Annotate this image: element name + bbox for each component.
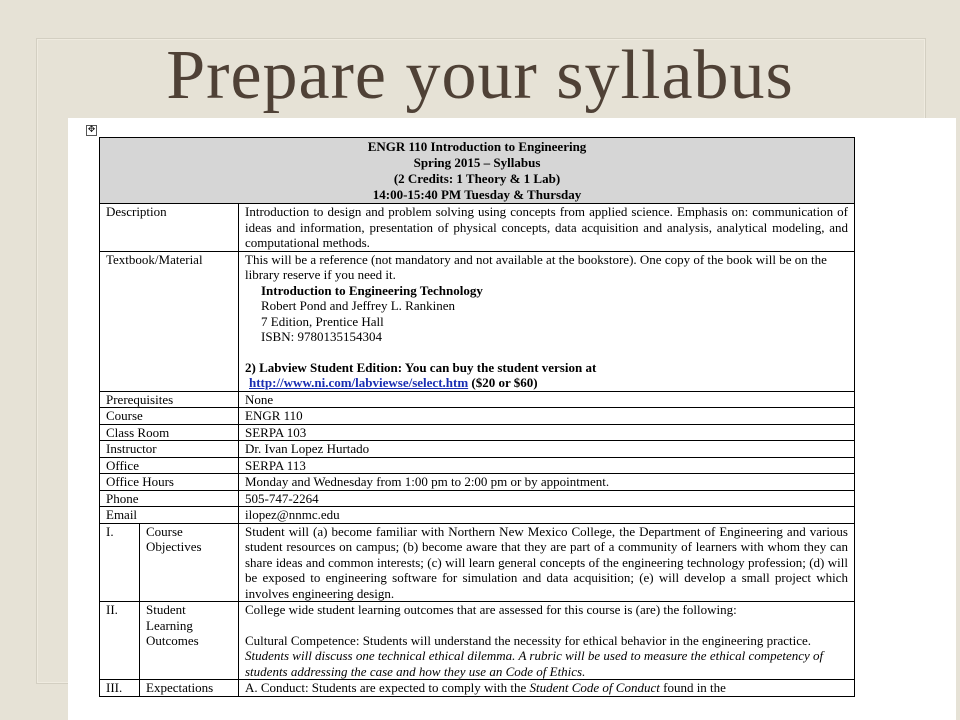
- credits-line: (2 Credits: 1 Theory & 1 Lab): [393, 171, 561, 186]
- description-value: Introduction to design and problem solving using concepts from applied science. Emphasis on: communication of ideas and information, presentation of physical concepts, data acquisition and analysis, analytical modeling, and computational methods.: [239, 204, 855, 252]
- slide-title: Prepare your syllabus: [166, 37, 794, 114]
- textbook-intro: This will be a reference (not mandatory and not available at the bookstore). One copy of the book will be on the library reserve if you need it.: [245, 251, 827, 282]
- outcomes-label-line3: Outcomes: [146, 633, 199, 648]
- row-label: Phone: [100, 490, 239, 507]
- table-move-handle-icon[interactable]: ✥: [87, 125, 96, 135]
- row-label: Textbook/Material: [100, 251, 239, 391]
- email-value: ilopez@nnmc.edu: [239, 507, 855, 524]
- table-row-phone: [100, 490, 855, 507]
- row-label: Description: [100, 204, 239, 252]
- section-number: II.: [100, 602, 140, 680]
- outcomes-label-line1: Student: [146, 602, 186, 617]
- row-label: Office Hours: [100, 474, 239, 491]
- section-number: I.: [100, 523, 140, 602]
- expectations-end: found in the: [659, 680, 726, 695]
- header-row: [100, 138, 855, 204]
- book-authors: Robert Pond and Jeffrey L. Rankinen: [261, 298, 455, 313]
- book-isbn: ISBN: 9780135154304: [261, 329, 382, 344]
- book-title: Introduction to Engineering Technology: [261, 282, 483, 298]
- row-label: Office: [100, 457, 239, 474]
- term-line: Spring 2015 – Syllabus: [413, 155, 541, 170]
- cultural-plain: Cultural Competence: Students will understand the necessity for ethical behavior in the engineering practice.: [245, 632, 812, 648]
- table-row-office: [100, 457, 855, 474]
- outcomes-intro: College wide student learning outcomes that are assessed for this course is (are) the following:: [245, 602, 737, 617]
- row-label: Instructor: [100, 441, 239, 458]
- objectives-label-line1: Course: [146, 523, 183, 539]
- table-row-classroom: [100, 424, 855, 441]
- labview-link[interactable]: http://www.ni.com/labviewse/select.htm: [249, 375, 469, 390]
- labview-price: ($20 or $60): [468, 375, 538, 390]
- table-row-prerequisites: [100, 391, 855, 408]
- table-row-course: [100, 408, 855, 425]
- cultural-italic: Students will discuss one technical ethical dilemma. A rubric will be used to measure the ethical competency of students addressing the case and how they use an Code of Ethics.: [245, 648, 824, 679]
- row-label: Class Room: [100, 424, 239, 441]
- expectations-plain: A. Conduct: Students are expected to comply with the: [245, 680, 530, 695]
- cultural-competence: [245, 633, 848, 680]
- table-row-office-hours: [100, 474, 855, 491]
- syllabus-table: [99, 137, 855, 697]
- section-number: III.: [100, 680, 140, 697]
- table-row-outcomes: [100, 602, 855, 680]
- row-label: [140, 602, 239, 680]
- phone-value: 505-747-2264: [239, 490, 855, 507]
- outcomes-label-line2: Learning: [146, 617, 193, 633]
- objectives-value: Student will (a) become familiar with Northern New Mexico College, the Department of Engineering and various student resources on campus; (b) become aware that they are part of a community of learners with whom they can share ideas and common interests; (c) will learn general concepts of the engineering technology profession; (d) will be exposed to engineering software for simulation and data acquisition; (e) will develop a small project which involves engineering design.: [239, 523, 855, 602]
- table-row-expectations: [100, 680, 855, 697]
- expectations-value: [239, 680, 855, 697]
- course-title: ENGR 110 Introduction to Engineering: [367, 139, 587, 154]
- outcomes-value: [239, 602, 855, 680]
- prerequisites-value: None: [239, 391, 855, 408]
- instructor-value: Dr. Ivan Lopez Hurtado: [239, 441, 855, 458]
- classroom-value: SERPA 103: [239, 424, 855, 441]
- office-value: SERPA 113: [239, 457, 855, 474]
- table-row-textbook: [100, 251, 855, 391]
- objectives-label-line2: Objectives: [146, 539, 202, 554]
- table-row-instructor: [100, 441, 855, 458]
- book-edition: 7 Edition, Prentice Hall: [261, 313, 384, 329]
- row-label: Expectations: [140, 680, 239, 697]
- row-label: [140, 523, 239, 602]
- table-row-description: [100, 204, 855, 252]
- textbook-value: [239, 251, 855, 391]
- office-hours-value: Monday and Wednesday from 1:00 pm to 2:00 pm or by appointment.: [239, 474, 855, 491]
- expectations-italic: Student Code of Conduct: [529, 680, 660, 695]
- row-label: Course: [100, 408, 239, 425]
- course-value: ENGR 110: [239, 408, 855, 425]
- table-row-objectives: [100, 523, 855, 602]
- table-row-email: [100, 507, 855, 524]
- row-label: Email: [100, 507, 239, 524]
- schedule-line: 14:00-15:40 PM Tuesday & Thursday: [372, 187, 582, 202]
- row-label: Prerequisites: [100, 391, 239, 408]
- labview-line: 2) Labview Student Edition: You can buy the student version at: [245, 359, 597, 375]
- syllabus-header: [100, 138, 855, 204]
- document-page: [68, 118, 956, 720]
